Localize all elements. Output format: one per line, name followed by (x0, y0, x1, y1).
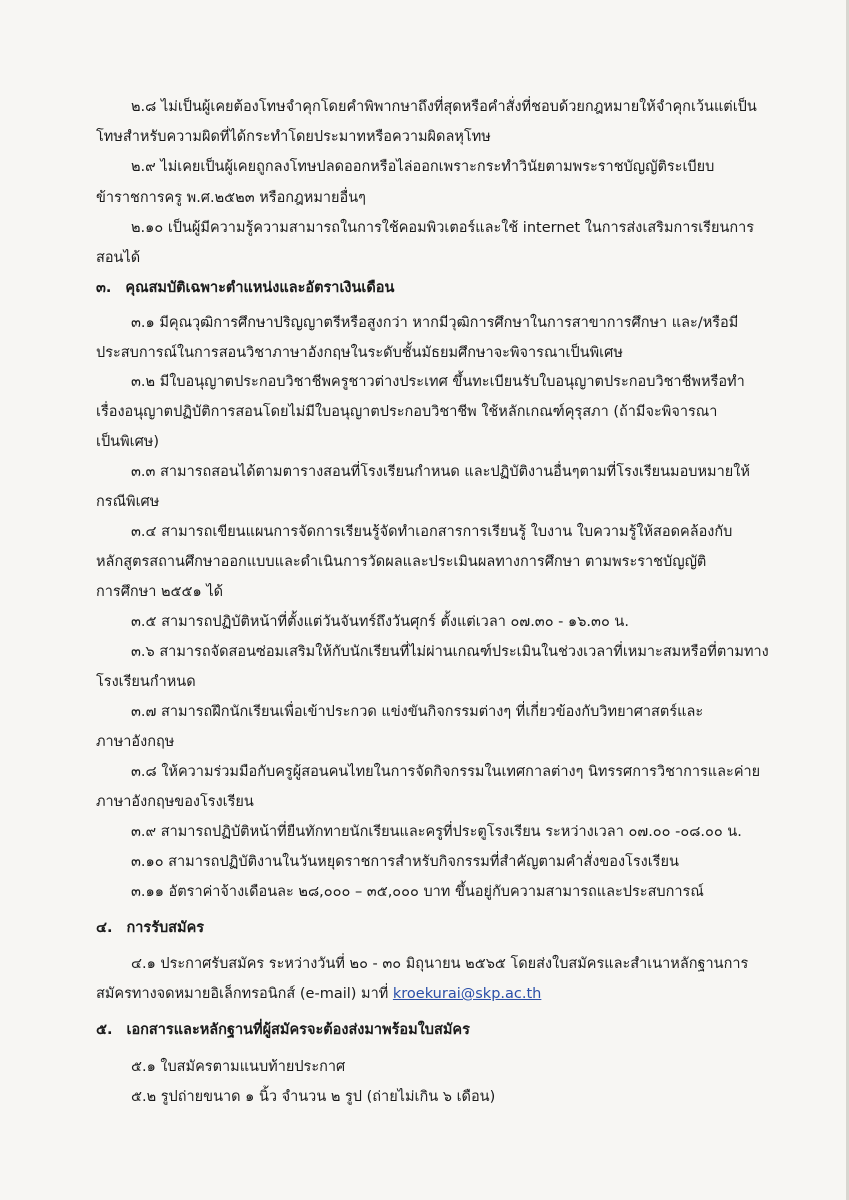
text-line-3-11: ๓.๑๑ อัตราค่าจ้างเดือนละ ๒๘,๐๐๐ – ๓๕,๐๐๐ บาท ขึ้นอยู่กับความสามารถและประสบการณ์ (131, 884, 704, 900)
section-5-heading (96, 1020, 470, 1040)
text-line-2-10: ๒.๑๐ เป็นผู้มีความรู้ความสามารถในการใช้คอมพิวเตอร์และใช้ internet ในการส่งเสริมการเรียนการ (131, 220, 755, 236)
text-line-3-1-cont: ประสบการณ์ในการสอนวิชาภาษาอังกฤษในระดับชั้นมัธยมศึกษาจะพิจารณาเป็นพิเศษ (96, 345, 623, 361)
section-3-heading (96, 278, 394, 298)
text-line-2-9-cont: ข้าราชการครู พ.ศ.๒๕๒๓ หรือกฎหมายอื่นๆ (96, 190, 366, 206)
section-4-heading (96, 918, 204, 938)
text-line-2-8-cont: โทษสำหรับความผิดที่ได้กระทำโดยประมาทหรือความผิดลหุโทษ (96, 129, 491, 145)
section-3-number: ๓. (96, 280, 112, 296)
section-5-number: ๕. (96, 1022, 113, 1038)
text-line-3-2-cont: เรื่องอนุญาตปฏิบัติการสอนโดยไม่มีใบอนุญาตประกอบวิชาชีพ ใช้หลักเกณฑ์คุรุสภา (ถ้ามีจะพิจารณา (96, 404, 718, 420)
text-line-5-1: ๕.๑ ใบสมัครตามแนบท้ายประกาศ (131, 1059, 346, 1075)
text-line-3-6-cont: โรงเรียนกำหนด (96, 674, 196, 690)
text-line-3-1: ๓.๑ มีคุณวุฒิการศึกษาปริญญาตรีหรือสูงกว่า หากมีวุฒิการศึกษาในการสาขาการศึกษา และ/หรือมี (131, 315, 739, 331)
section-4-number: ๔. (96, 920, 113, 936)
text-line-3-5: ๓.๕ สามารถปฏิบัติหน้าที่ตั้งแต่วันจันทร์ถึงวันศุกร์ ตั้งแต่เวลา ๐๗.๓๐ - ๑๖.๓๐ น. (131, 614, 629, 630)
text-line-3-2-cont2: เป็นพิเศษ) (96, 434, 160, 450)
text-line-2-10-cont: สอนได้ (96, 250, 141, 266)
text-line-3-9: ๓.๙ สามารถปฏิบัติหน้าที่ยืนทักทายนักเรียนและครูที่ประตูโรงเรียน ระหว่างเวลา ๐๗.๐๐ -๐๘.๐๐ น. (131, 824, 742, 840)
text-line-2-9: ๒.๙ ไม่เคยเป็นผู้เคยถูกลงโทษปลดออกหรือไล่ออกเพราะกระทำวินัยตามพระราชบัญญัติระเบียบ (131, 159, 715, 175)
text-line-5-2: ๕.๒ รูปถ่ายขนาด ๑ นิ้ว จำนวน ๒ รูป (ถ่ายไม่เกิน ๖ เดือน) (131, 1089, 496, 1105)
text-line-3-10: ๓.๑๐ สามารถปฏิบัติงานในวันหยุดราชการสำหรับกิจกรรมที่สำคัญตามคำสั่งของโรงเรียน (131, 854, 679, 870)
text-line-3-6: ๓.๖ สามารถจัดสอนซ่อมเสริมให้กับนักเรียนที่ไม่ผ่านเกณฑ์ประเมินในช่วงเวลาที่เหมาะสมหรือที่ตามทาง (131, 644, 769, 660)
email-instruction-text: สมัครทางจดหมายอิเล็กทรอนิกส์ (e-mail) มาที่ (96, 986, 393, 1002)
text-line-3-7-cont: ภาษาอังกฤษ (96, 734, 175, 750)
text-line-3-4-cont2: การศึกษา ๒๕๕๑ ได้ (96, 584, 224, 600)
section-3-title: คุณสมบัติเฉพาะตำแหน่งและอัตราเงินเดือน (125, 280, 395, 296)
text-line-3-7: ๓.๗ สามารถฝึกนักเรียนเพื่อเข้าประกวด แข่งขันกิจกรรมต่างๆ ที่เกี่ยวข้องกับวิทยาศาสตร์และ (131, 704, 704, 720)
text-line-3-4-cont: หลักสูตรสถานศึกษาออกแบบและดำเนินการวัดผลและประเมินผลทางการศึกษา ตามพระราชบัญญัติ (96, 554, 707, 570)
section-5-title: เอกสารและหลักฐานที่ผู้สมัครจะต้องส่งมาพร้อมใบสมัคร (126, 1022, 470, 1038)
text-line-2-8: ๒.๘ ไม่เป็นผู้เคยต้องโทษจำคุกโดยคำพิพากษาถึงที่สุดหรือคำสั่งที่ชอบด้วยกฎหมายให้จำคุกเว้นแต่เป็น (131, 99, 757, 115)
email-link[interactable]: kroekurai@skp.ac.th (392, 986, 542, 1002)
text-line-3-2: ๓.๒ มีใบอนุญาตประกอบวิชาชีพครูชาวต่างประเทศ ขึ้นทะเบียนรับใบอนุญาตประกอบวิชาชีพหรือทำ (131, 374, 745, 390)
text-line-3-3: ๓.๓ สามารถสอนได้ตามตารางสอนที่โรงเรียนกำหนด และปฏิบัติงานอื่นๆตามที่โรงเรียนมอบหมายให้ (131, 464, 750, 480)
section-4-title: การรับสมัคร (126, 920, 205, 936)
text-line-3-4: ๓.๔ สามารถเขียนแผนการจัดการเรียนรู้จัดทำเอกสารการเรียนรู้ ใบงาน ใบความรู้ให้สอดคล้องกับ (131, 524, 733, 540)
text-line-3-8: ๓.๘ ให้ความร่วมมือกับครูผู้สอนคนไทยในการจัดกิจกรรมในเทศกาลต่างๆ นิทรรศการวิชาการและค่าย (131, 764, 761, 780)
text-line-3-3-cont: กรณีพิเศษ (96, 494, 160, 510)
text-line-4-1-cont (96, 984, 541, 1004)
text-line-3-8-cont: ภาษาอังกฤษของโรงเรียน (96, 794, 254, 810)
text-line-4-1: ๔.๑ ประกาศรับสมัคร ระหว่างวันที่ ๒๐ - ๓๐ มิถุนายน ๒๕๖๕ โดยส่งใบสมัครและสำเนาหลักฐานการ (131, 956, 749, 972)
